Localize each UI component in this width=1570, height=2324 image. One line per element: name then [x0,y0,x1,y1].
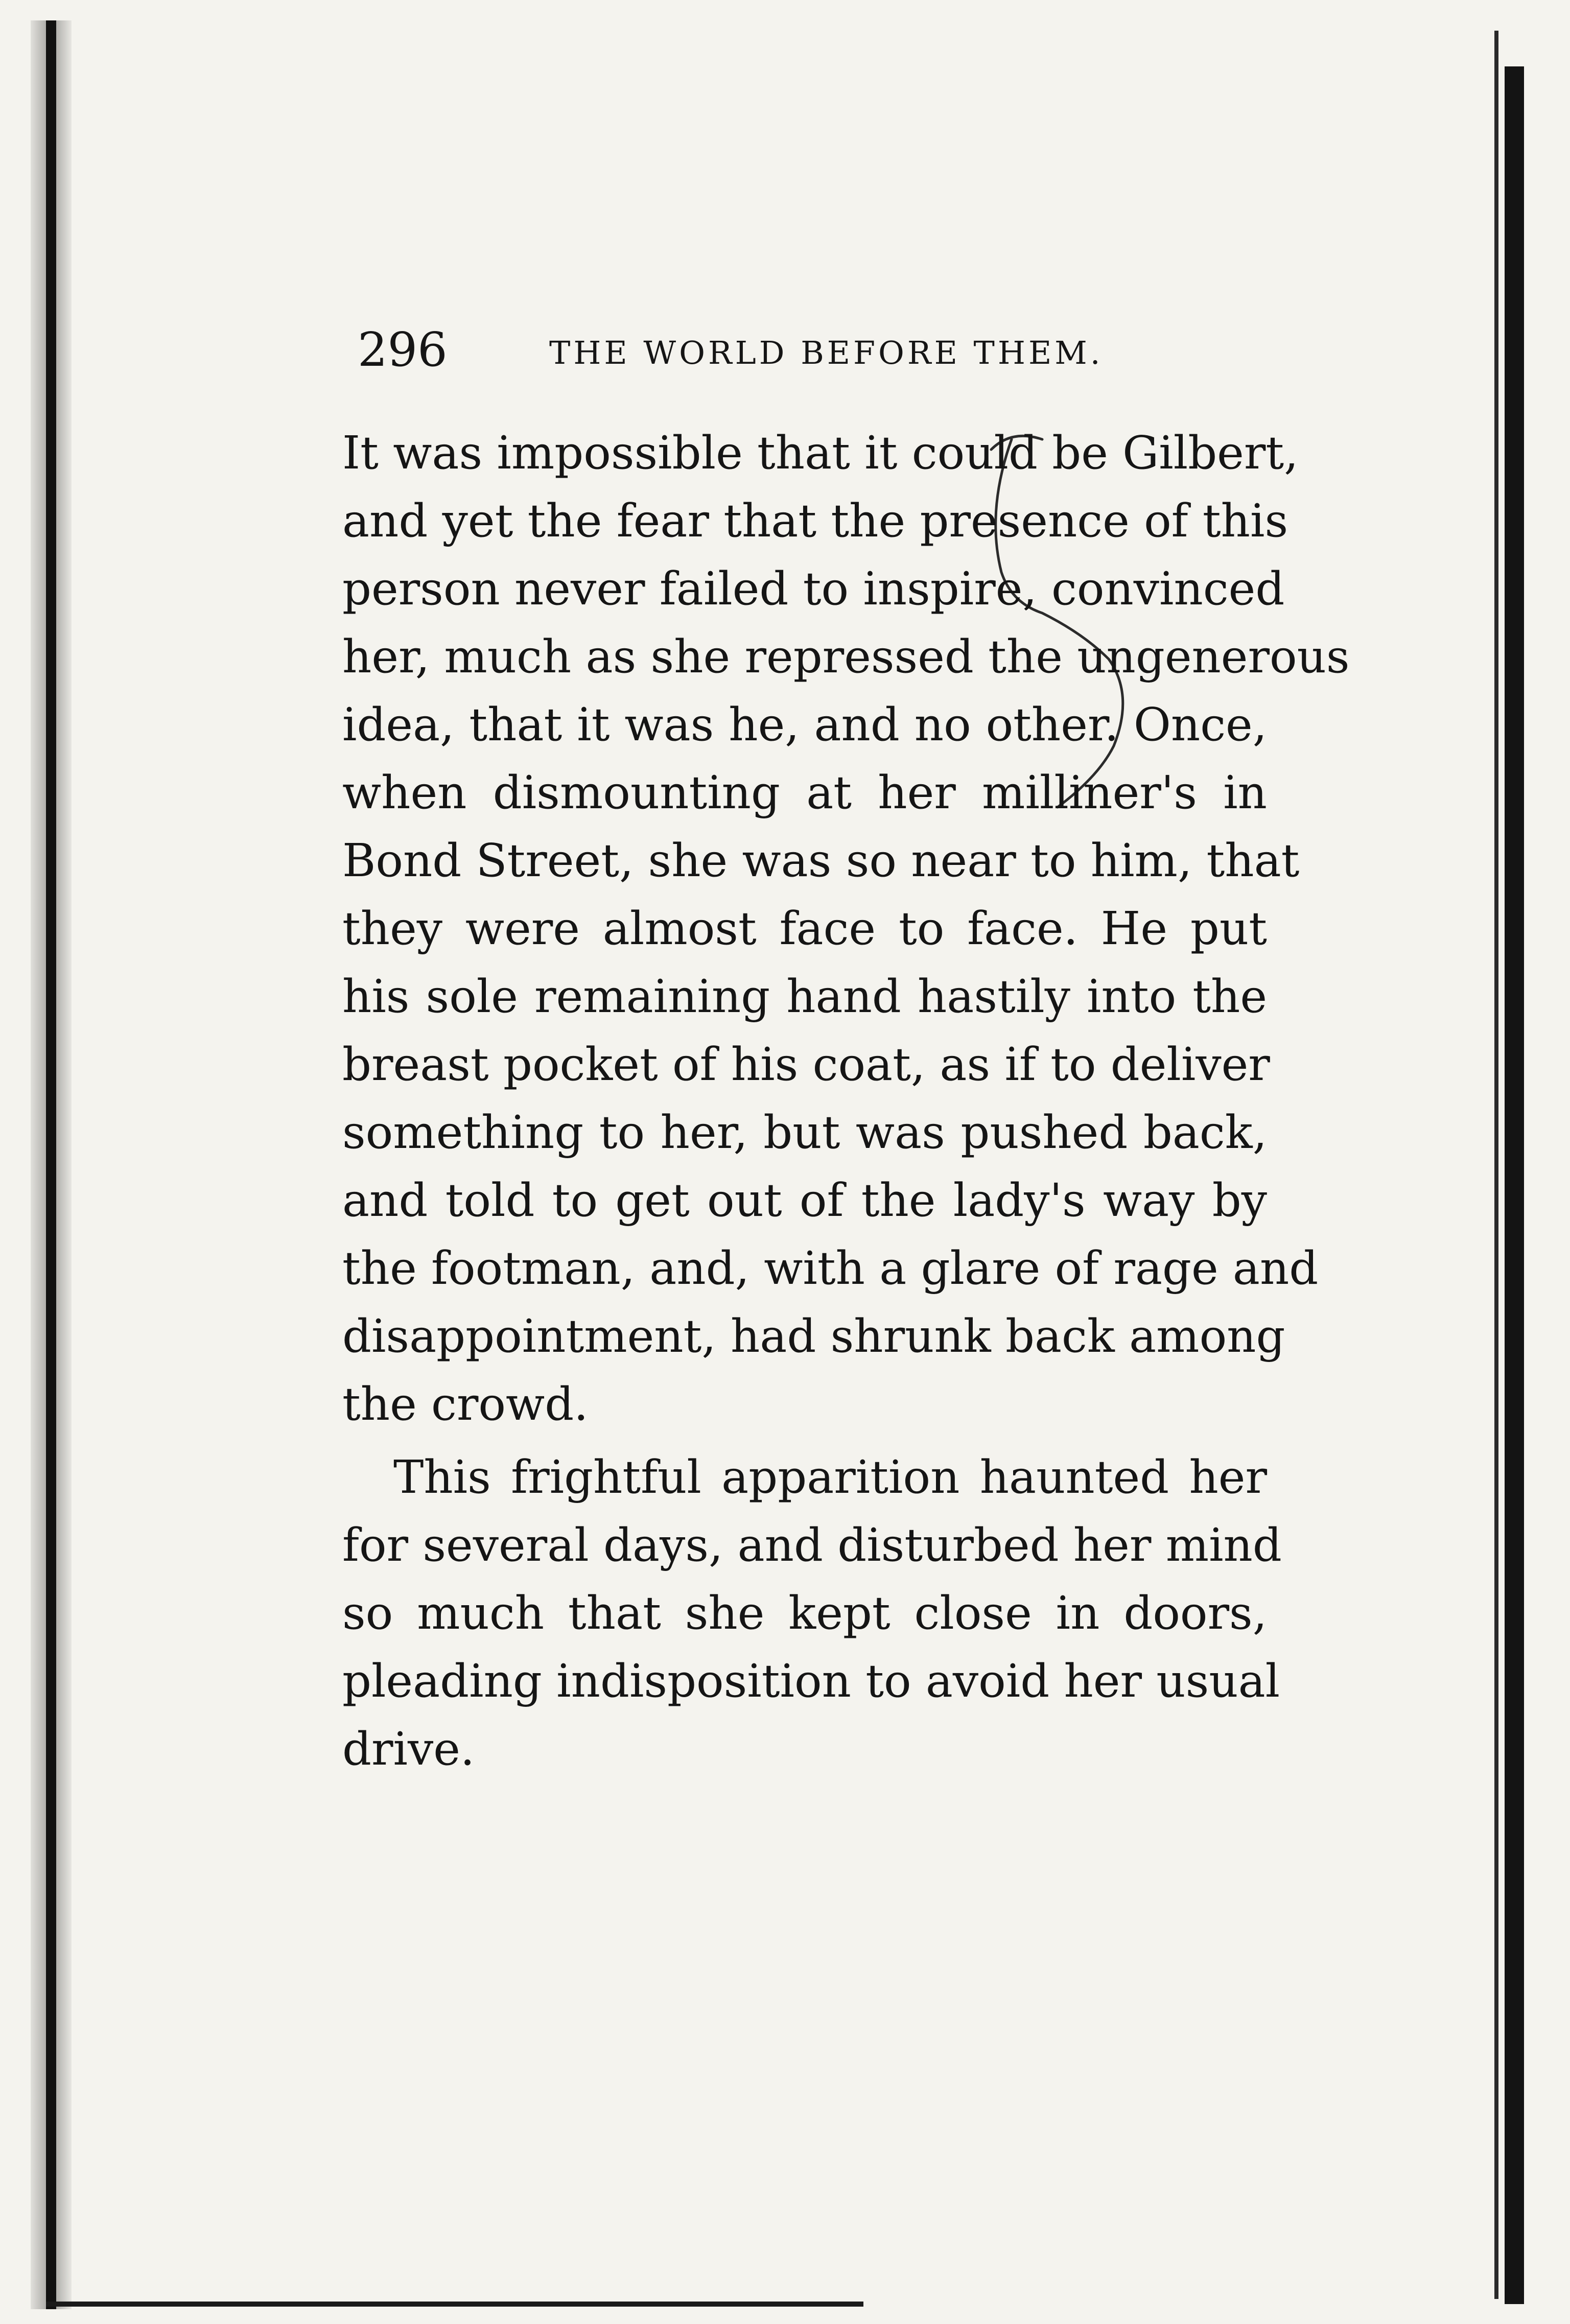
right-page-edge [1505,66,1524,2304]
paragraph-1 [342,419,1350,1438]
text-line: pleading indisposition to avoid her usual [342,1654,1280,1707]
text-line: when dismounting at her milliner's in [342,766,1267,819]
text-line: breast pocket of his coat, as if to deliver [342,1038,1270,1091]
text-line: idea, that it was he, and no other. Once, [342,698,1267,751]
text-line: something to her, but was pushed back, [342,1106,1267,1159]
text-line: the crowd. [342,1377,589,1430]
text-line: person never failed to inspire, convinced [342,562,1285,615]
text-line: This frightful apparition haunted her [393,1450,1267,1504]
text-line: and yet the fear that the presence of this [342,494,1288,547]
page-number: 296 [358,322,448,377]
text-line: drive. [342,1722,475,1775]
text-line: they were almost face to face. He put [342,902,1267,955]
text-line: disappointment, had shrunk back among [342,1309,1285,1363]
running-head: THE WORLD BEFORE THEM. [549,334,1104,371]
text-line: It was impossible that it could be Gilbert, [342,426,1299,479]
left-page-edge [46,20,56,2309]
right-page-edge-thin [1494,31,1498,2299]
text-line: her, much as she repressed the ungenerous [342,630,1350,683]
text-line: for several days, and disturbed her mind [342,1518,1282,1571]
text-line: the footman, and, with a glare of rage and [342,1241,1319,1295]
paragraph-2 [342,1443,1282,1783]
text-line: his sole remaining hand hastily into the [342,970,1267,1023]
body-text [342,419,1350,1783]
text-line: and told to get out of the lady's way by [342,1173,1267,1227]
page-header [358,322,1277,378]
text-line: Bond Street, she was so near to him, that [342,834,1300,887]
bottom-page-edge [46,2302,863,2307]
text-line: so much that she kept close in doors, [342,1586,1267,1639]
